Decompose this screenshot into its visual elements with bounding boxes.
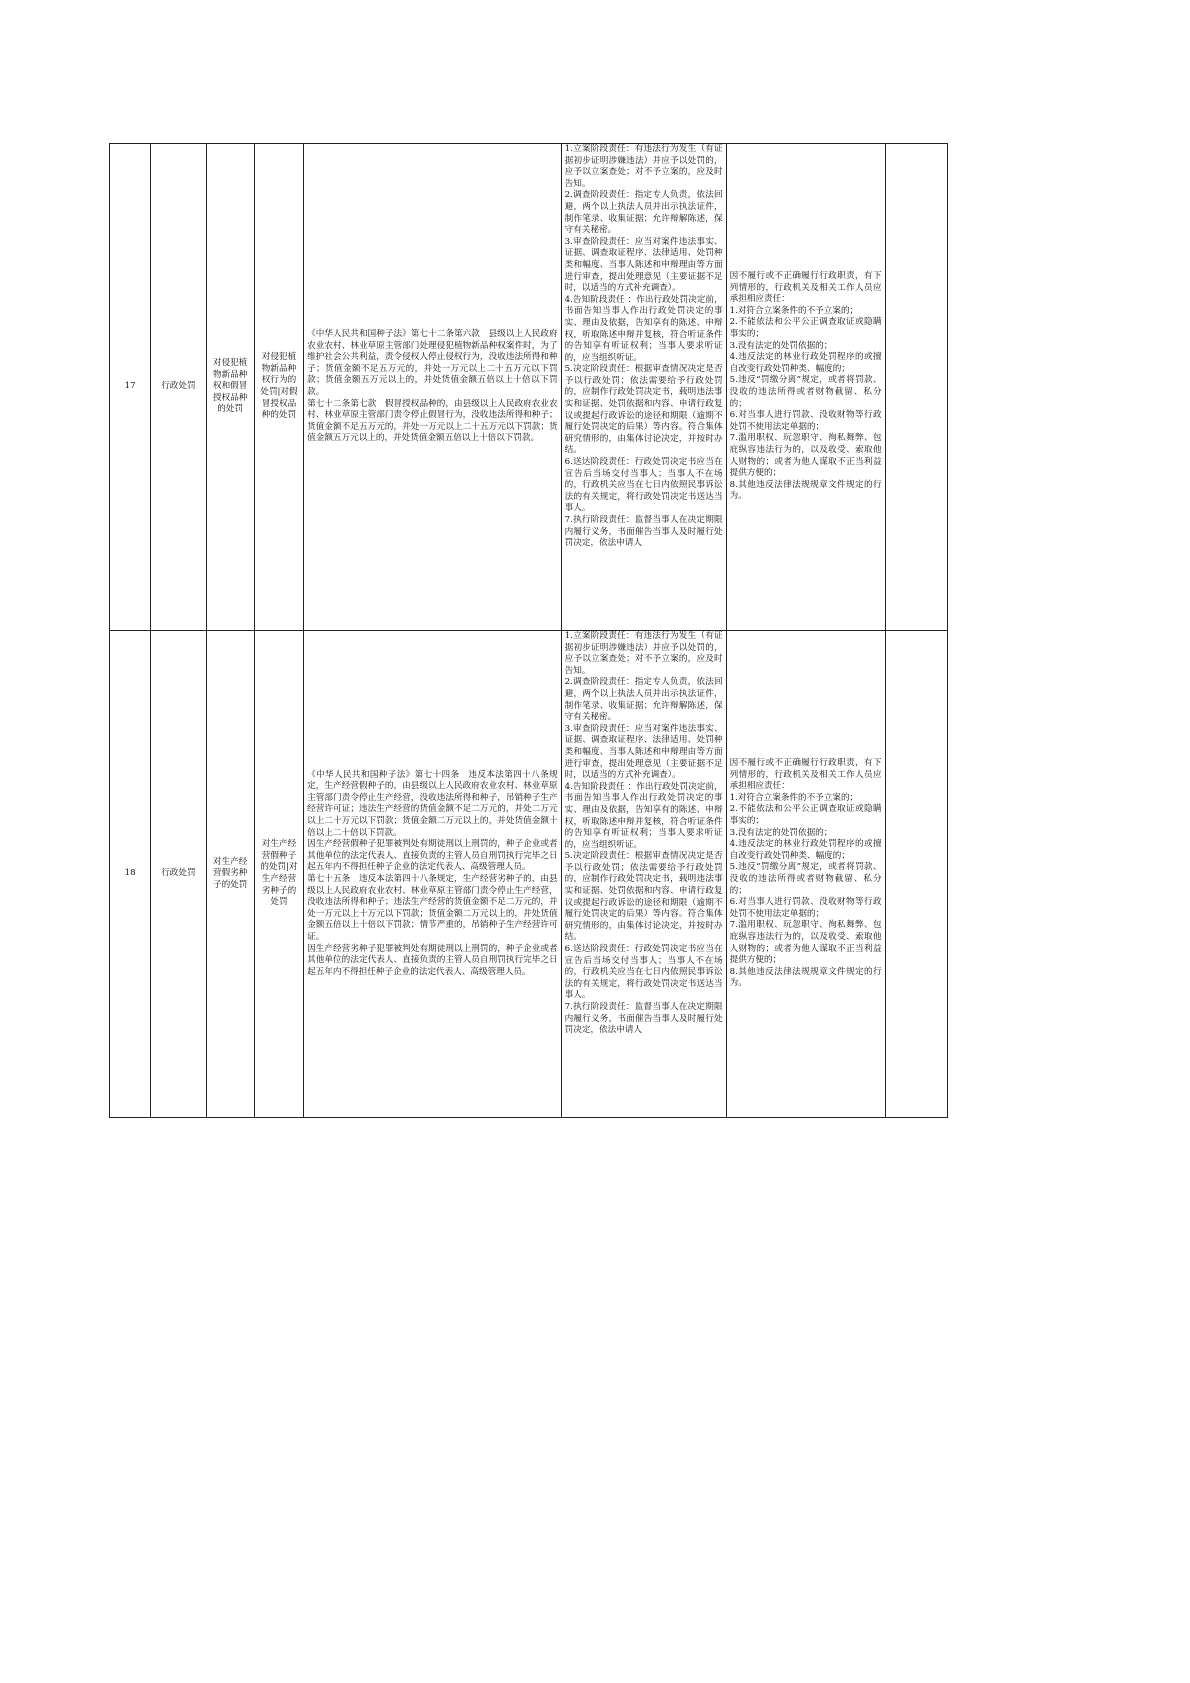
- power-list-table: [109, 143, 948, 1118]
- sub-item-name: 对生产经营假种子的处罚|对生产经营劣种子的处罚: [254, 631, 303, 1118]
- accountability: 因不履行或不正确履行行政职责，有下列情形的，行政机关及相关工作人员应承担相应责任： 1.对符合立案条件的不予立案的； 2.不能依法和公平公正调查取证或隐瞒事实的； 3.没有法定的处罚依据的； 4.违反法定的林业行政处罚程序的或擅自改变行政处罚种类、幅度的； 5.违反“罚缴分离”规定，或者将罚款、没收的违法所得或者财物截留、私分的； 6.对当事人进行罚款、没收财物等行政处罚不使用法定单据的； 7.滥用职权、玩忽职守、徇私舞弊、包庇纵容违法行为的，以及收受、索取他人财物的；或者为他人谋取不正当利益提供方便的； 8.其他违反法律法规规章文件规定的行为。: [726, 631, 885, 1118]
- table-row: [110, 144, 948, 631]
- item-number: 17: [110, 144, 151, 631]
- item-type: 行政处罚: [151, 144, 206, 631]
- item-name: 对侵犯植物新品种权和假冒授权品种的处罚: [206, 144, 254, 631]
- table-row: [110, 631, 948, 1118]
- legal-basis: 《中华人民共和国种子法》第七十四条 违反本法第四十八条规定，生产经营假种子的，由县级以上人民政府农业农村、林业草原主管部门责令停止生产经营，没收违法所得和种子，吊销种子生产经营许可证；违法生产经营的货值金额不足二万元的，并处二万元以上二十万元以下罚款；货值金额二万元以上的，并处货值金额十倍以上二十倍以下罚款。 因生产经营假种子犯罪被判处有期徒刑以上刑罚的，种子企业或者其他单位的法定代表人、直接负责的主管人员自刑罚执行完毕之日起五年内不得担任种子企业的法定代表人、高级管理人员。 第七十五条 违反本法第四十八条规定，生产经营劣种子的，由县级以上人民政府农业农村、林业草原主管部门责令停止生产经营，没收违法所得和种子；违法生产经营的货值金额不足二万元的，并处一万元以上十万元以下罚款；货值金额二万元以上的，并处货值金额五倍以上十倍以下罚款；情节严重的，吊销种子生产经营许可证。 因生产经营劣种子犯罪被判处有期徒刑以上刑罚的，种子企业或者其他单位的法定代表人、直接负责的主管人员自刑罚执行完毕之日起五年内不得担任种子企业的法定代表人、高级管理人员。: [304, 631, 562, 1118]
- legal-basis: 《中华人民共和国种子法》第七十二条第六款 县级以上人民政府农业农村、林业草原主管部门处理侵犯植物新品种权案件时，为了维护社会公共利益，责令侵权人停止侵权行为，没收违法所得和种子；货值金额不足五万元的，并处一万元以上二十五万元以下罚款；货值金额五万元以上的，并处货值金额五倍以上十倍以下罚款。 第七十二条第七款 假冒授权品种的，由县级以上人民政府农业农村、林业草原主管部门责令停止假冒行为，没收违法所得和种子；货值金额不足五万元的，并处一万元以上二十五万元以下罚款；货值金额五万元以上的，并处货值金额五倍以上十倍以下罚款。: [304, 144, 562, 631]
- remarks: [885, 144, 947, 631]
- item-type: 行政处罚: [151, 631, 206, 1118]
- item-number: 18: [110, 631, 151, 1118]
- responsibility-items: 1.立案阶段责任：有违法行为发生（有证据初步证明涉嫌违法）并应予以处罚的，应予以立案查处；对不予立案的，应及时告知。 2.调查阶段责任：指定专人负责，依法回避，两个以上执法人员并出示执法证件，制作笔录、收集证据；允许辩解陈述，保守有关秘密。 3.审查阶段责任：应当对案件违法事实、证据、调查取证程序、法律适用、处罚种类和幅度、当事人陈述和申辩理由等方面进行审查，提出处理意见（主要证据不足时，以适当的方式补充调查）。 4.告知阶段责任 ：作出行政处罚决定前，书面告知当事人作出行政处罚决定的事实、理由及依据，告知享有的陈述、申辩权，听取陈述申辩并复核，符合听证条件的告知享有听证权利；当事人要求听证的，应当组织听证。 5.决定阶段责任：根据审查情况决定是否予以行政处罚；依法需要给予行政处罚的，应制作行政处罚决定书，载明违法事实和证据、处罚依据和内容、申请行政复议或提起行政诉讼的途径和期限（逾期不履行处罚决定的后果）等内容。符合集体研究情形的，由集体讨论决定，并按时办结。 6.送达阶段责任：行政处罚决定书应当在宣告后当场交付当事人；当事人不在场的，行政机关应当在七日内依照民事诉讼法的有关规定，将行政处罚决定书送达当事人。 7.执行阶段责任：监督当事人在决定期限内履行义务，书面催告当事人及时履行处罚决定，依法申请人: [561, 631, 726, 1118]
- sub-item-name: 对侵犯植物新品种权行为的处罚|对假冒授权品种的处罚: [254, 144, 303, 631]
- responsibility-items: 1.立案阶段责任：有违法行为发生（有证据初步证明涉嫌违法）并应予以处罚的，应予以立案查处；对不予立案的，应及时告知。 2.调查阶段责任：指定专人负责，依法回避，两个以上执法人员并出示执法证件，制作笔录、收集证据；允许辩解陈述，保守有关秘密。 3.审查阶段责任：应当对案件违法事实、证据、调查取证程序、法律适用、处罚种类和幅度、当事人陈述和申辩理由等方面进行审查，提出处理意见（主要证据不足时，以适当的方式补充调查）。 4.告知阶段责任 ：作出行政处罚决定前，书面告知当事人作出行政处罚决定的事实、理由及依据，告知享有的陈述、申辩权，听取陈述申辩并复核，符合听证条件的告知享有听证权利；当事人要求听证的，应当组织听证。 5.决定阶段责任：根据审查情况决定是否予以行政处罚；依法需要给予行政处罚的，应制作行政处罚决定书，载明违法事实和证据、处罚依据和内容、申请行政复议或提起行政诉讼的途径和期限（逾期不履行处罚决定的后果）等内容。符合集体研究情形的，由集体讨论决定，并按时办结。 6.送达阶段责任：行政处罚决定书应当在宣告后当场交付当事人；当事人不在场的，行政机关应当在七日内依照民事诉讼法的有关规定，将行政处罚决定书送达当事人。 7.执行阶段责任：监督当事人在决定期限内履行义务，书面催告当事人及时履行处罚决定，依法申请人: [561, 144, 726, 631]
- remarks: [885, 631, 947, 1118]
- item-name: 对生产经营假劣种子的处罚: [206, 631, 254, 1118]
- accountability: 因不履行或不正确履行行政职责，有下列情形的，行政机关及相关工作人员应承担相应责任： 1.对符合立案条件的不予立案的； 2.不能依法和公平公正调查取证或隐瞒事实的； 3.没有法定的处罚依据的； 4.违反法定的林业行政处罚程序的或擅自改变行政处罚种类、幅度的； 5.违反“罚缴分离”规定，或者将罚款、没收的违法所得或者财物截留、私分的； 6.对当事人进行罚款、没收财物等行政处罚不使用法定单据的； 7.滥用职权、玩忽职守、徇私舞弊、包庇纵容违法行为的，以及收受、索取他人财物的；或者为他人谋取不正当利益提供方便的； 8.其他违反法律法规规章文件规定的行为。: [726, 144, 885, 631]
